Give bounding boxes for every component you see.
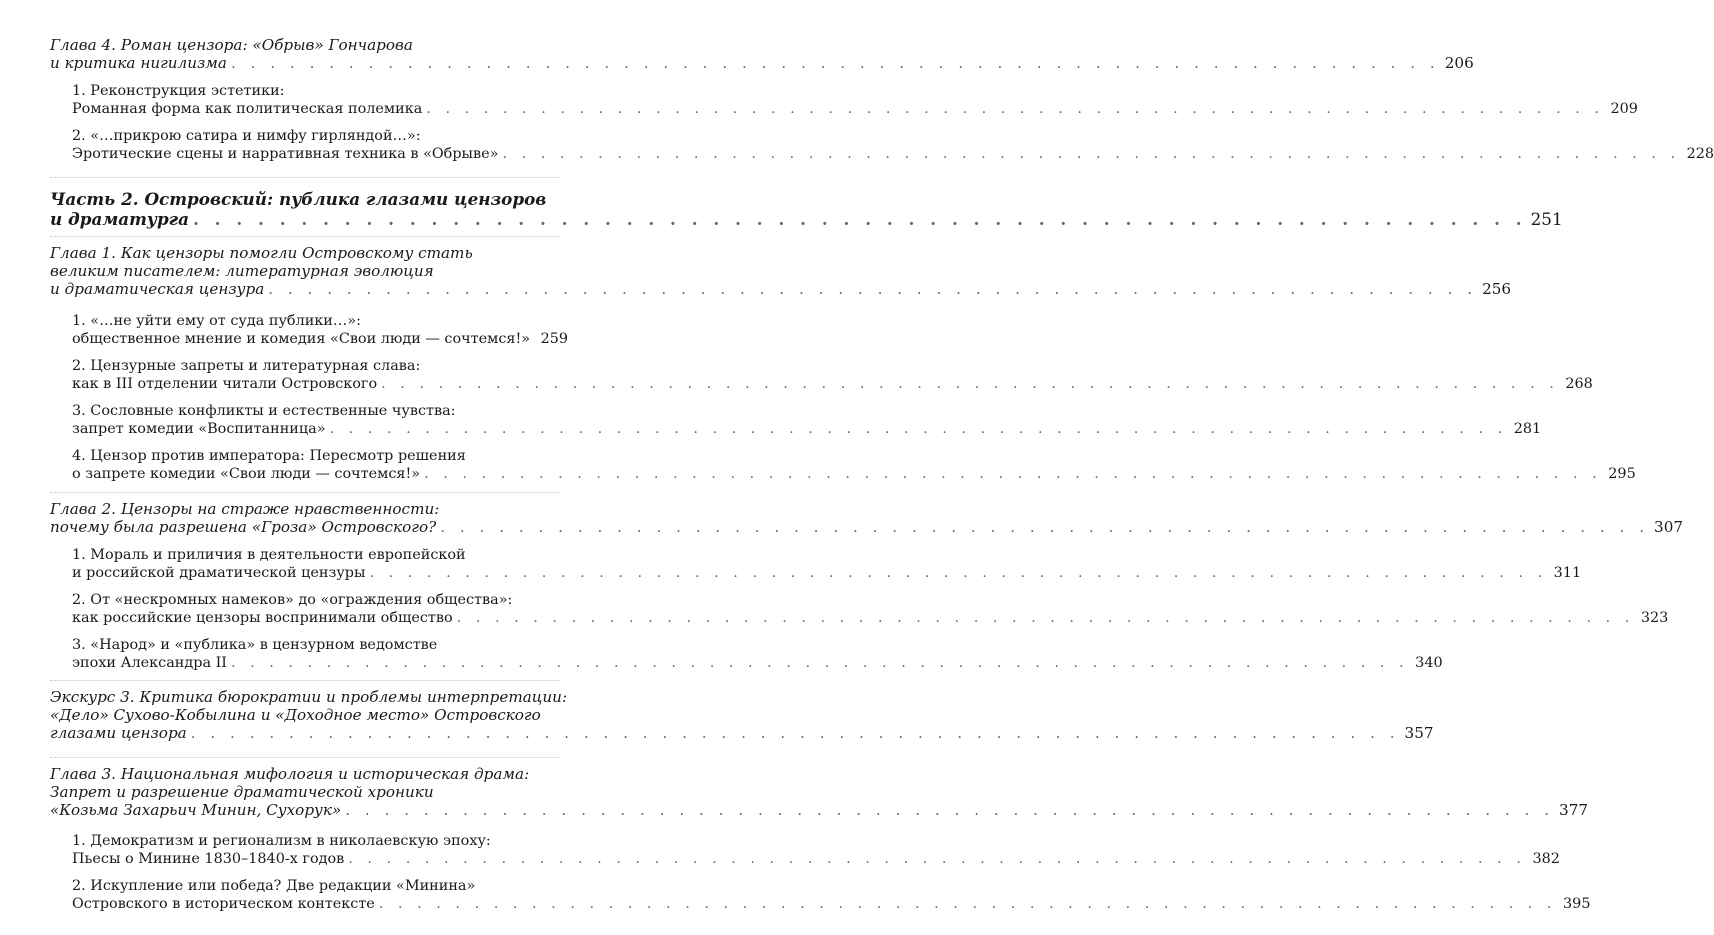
toc-entry-line: Глава 1. Как цензоры помогли Островскому стать	[50, 244, 473, 262]
toc-entry-last-row	[72, 465, 1636, 483]
toc-entry-line: запрет комедии «Воспитанница»	[72, 421, 326, 437]
toc-entry-line: Глава 2. Цензоры на страже нравственности:	[50, 500, 440, 518]
toc-entry-line: 3. Сословные конфликты и естественные чувства:	[72, 403, 456, 419]
toc-entry-line: и критика нигилизма	[50, 54, 227, 72]
dot-leader: . . . . . . . . . . . . . . . . . . . . . . . . . . . . . . . . . . . . . . . . . . . . . . . . . . . . . . . . . . . . . .	[369, 565, 1548, 581]
toc-entry-line: Пьесы о Минине 1830–1840-х годов	[72, 851, 345, 867]
toc-divider	[50, 757, 560, 758]
toc-entry-line: 3. «Народ» и «публика» в цензурном ведомстве	[72, 637, 438, 653]
page-number: 281	[1513, 421, 1542, 437]
toc-entry-line: о запрете комедии «Свои люди — сочтемся!»	[72, 466, 421, 482]
page-number: 259	[540, 331, 569, 347]
page-number: 228	[1686, 146, 1714, 162]
dot-leader: . . . . . . . . . . . . . . . . . . . . . . . . . . . . . . . . . . . . . . . . . . . . . . . . . . . . . . . . . . . . . .	[348, 851, 1526, 867]
toc-section-entry	[72, 832, 1560, 868]
toc-divider	[50, 236, 560, 237]
page-number: 357	[1404, 724, 1434, 742]
page-number: 382	[1532, 851, 1560, 867]
toc-section-entry	[72, 636, 1443, 672]
toc-entry-line: Глава 4. Роман цензора: «Обрыв» Гончарова	[50, 36, 413, 54]
toc-entry-last-row	[50, 280, 1512, 298]
toc-entry-last-row	[50, 724, 1434, 742]
toc-section-entry	[72, 357, 1593, 393]
toc-chapter-entry	[50, 244, 1512, 298]
toc-entry-last-row	[50, 518, 1684, 536]
toc-entry-last-row	[50, 54, 1474, 72]
toc-entry-last-row	[72, 100, 1638, 118]
dot-leader: . . . . . . . . . . . . . . . . . . . . . . . . . . . . . . . . . . . . . . . . . . . . . . . . . . . . . . . . . . . . . .	[378, 896, 1557, 912]
page-number: 206	[1444, 54, 1474, 72]
page-number: 307	[1654, 518, 1684, 536]
toc-entry-last-row	[72, 609, 1669, 627]
toc-entry-line: «Дело» Сухово-Кобылина и «Доходное место» Островского	[50, 706, 541, 724]
toc-divider	[50, 492, 560, 493]
toc-entry-line: общественное мнение и комедия «Свои люди — сочтемся!»	[72, 331, 531, 347]
toc-entry-last-row	[72, 850, 1560, 868]
dot-leader: . . . . . . . . . . . . . . . . . . . . . . . . . . . . . . . . . . . . . . . . . . . . . . . . . . . . . . . . . . . . . .	[329, 421, 1508, 437]
page-number: 268	[1565, 376, 1593, 392]
toc-entry-last-row	[72, 145, 1714, 163]
toc-part-entry	[50, 189, 1563, 229]
toc-entry-last-row	[72, 564, 1582, 582]
toc-entry-last-row	[72, 330, 569, 348]
dot-leader: . . . . . . . . . . . . . . . . . . . . . . . . . . . . . . . . . . . . . . . . . . . . . . . . . . . . . . . . . . . . . .	[190, 724, 1400, 742]
toc-entry-line: Запрет и разрешение драматической хроники	[50, 783, 434, 801]
toc-entry-line: как российские цензоры воспринимали общество	[72, 610, 453, 626]
toc-entry-line: 1. «…не уйти ему от суда публики…»:	[72, 313, 361, 329]
toc-section-entry	[72, 591, 1669, 627]
toc-entry-line: Часть 2. Островский: публика глазами цензоров	[50, 189, 547, 209]
page-number: 311	[1553, 565, 1582, 581]
dot-leader: . . . . . . . . . . . . . . . . . . . . . . . . . . . . . . . . . . . . . . . . . . . . . . . . . . . . . . . . . . . . . .	[345, 801, 1555, 819]
toc-entry-line: Глава 3. Национальная мифология и историческая драма:	[50, 765, 530, 783]
toc-entry-line: Островского в историческом контексте	[72, 896, 375, 912]
toc-entry-line: 2. Цензурные запреты и литературная слава:	[72, 358, 421, 374]
page-number: 377	[1559, 801, 1589, 819]
toc-entry-line: Экскурс 3. Критика бюрократии и проблемы интерпретации:	[50, 688, 568, 706]
toc-entry-line: 2. От «нескромных намеков» до «ограждения общества»:	[72, 592, 513, 608]
toc-entry-line: 1. Мораль и приличия в деятельности европейской	[72, 547, 466, 563]
toc-section-entry	[72, 447, 1636, 483]
dot-leader: . . . . . . . . . . . . . . . . . . . . . . . . . . . . . . . . . . . . . . . . . . . . . . . . . . . . . . . . . . . . . .	[230, 655, 1409, 671]
toc-entry-last-row	[50, 208, 1563, 230]
toc-divider	[50, 680, 560, 681]
toc-entry-line: почему была разрешена «Гроза» Островского?	[50, 518, 437, 536]
dot-leader: . . . . . . . . . . . . . . . . . . . . . . . . . . . . . . . . . . . . . . . . . . . . . . . . . . . . . . . . . . . . . .	[456, 610, 1635, 626]
toc-chapter-entry	[50, 500, 1684, 536]
dot-leader: . . . . . . . . . . . . . . . . . . . . . . . . . . . . . . . . . . . . . . . . . . . . . . . . . . . . . . . . . . . . . .	[268, 280, 1478, 298]
page-number: 251	[1530, 208, 1563, 229]
toc-section-entry	[72, 877, 1591, 913]
dot-leader: . . . . . . . . . . . . . . . . . . . . . . . . . . . . . . . . . . . . . . . . . . . . . . . . . . . . . . . . . . . . . .	[426, 101, 1604, 117]
toc-entry-line: эпохи Александра II	[72, 655, 227, 671]
toc-entry-line: «Козьма Захарьич Минин, Сухорук»	[50, 801, 342, 819]
toc-entry-line: 1. Демократизм и регионализм в николаевскую эпоху:	[72, 833, 491, 849]
toc-entry-last-row	[72, 420, 1542, 438]
toc-entry-last-row	[72, 895, 1591, 913]
toc-section-entry	[72, 402, 1542, 438]
toc-chapter-entry	[50, 36, 1474, 72]
page-number: 323	[1640, 610, 1669, 626]
toc-entry-line: великим писателем: литературная эволюция	[50, 262, 434, 280]
page-number: 395	[1563, 896, 1591, 912]
toc-entry-line: как в III отделении читали Островского	[72, 376, 378, 392]
dot-leader: . . . . . . . . . . . . . . . . . . . . . . . . . . . . . . . . . . . . . . . . . . . . . . . . . . . . . . . . . . . . . .	[502, 146, 1681, 162]
page-number: 209	[1610, 101, 1638, 117]
dot-leader: . . . . . . . . . . . . . . . . . . . . . . . . . . . . . . . . . . . . . . . . . . . . . . . . . . . . . . . . . . . . . .	[381, 376, 1559, 392]
toc-section-entry	[72, 127, 1714, 163]
toc-section-entry	[72, 82, 1638, 118]
toc-entry-line: и драматическая цензура	[50, 280, 265, 298]
toc-section-entry	[72, 546, 1582, 582]
toc-section-entry	[72, 312, 569, 348]
page-number: 295	[1608, 466, 1636, 482]
toc-entry-last-row	[72, 375, 1593, 393]
toc-entry-line: 4. Цензор против императора: Пересмотр решения	[72, 448, 466, 464]
toc-chapter-entry	[50, 688, 1434, 742]
toc-entry-line: 1. Реконструкция эстетики:	[72, 83, 285, 99]
page-number: 256	[1482, 280, 1512, 298]
toc-chapter-entry	[50, 765, 1589, 819]
dot-leader: . . . . . . . . . . . . . . . . . . . . . . . . . . . . . . . . . . . . . . . . . . . . . . . . . . . . . . . . . . . . . .	[230, 54, 1440, 72]
toc-entry-last-row	[50, 801, 1589, 819]
dot-leader: . . . . . . . . . . . . . . . . . . . . . . . . . . . . . . . . . . . . . . . . . . . . . . . . . . . . . . . . . . . . . .	[440, 518, 1650, 536]
toc-entry-line: 2. Искупление или победа? Две редакции «Минина»	[72, 878, 476, 894]
toc-entry-line: Эротические сцены и нарративная техника в «Обрыве»	[72, 146, 499, 162]
toc-entry-line: глазами цензора	[50, 724, 187, 742]
toc-entry-line: 2. «…прикрою сатира и нимфу гирляндой…»:	[72, 128, 421, 144]
toc-divider	[50, 177, 560, 178]
dot-leader: . . . . . . . . . . . . . . . . . . . . . . . . . . . . . . . . . . . . . . . . . . . . . . . . . . . . . . . . . . . . . .	[193, 208, 1527, 229]
dot-leader: . . . . . . . . . . . . . . . . . . . . . . . . . . . . . . . . . . . . . . . . . . . . . . . . . . . . . . . . . . . . . .	[424, 466, 1602, 482]
page-number: 340	[1415, 655, 1443, 671]
toc-entry-line: Романная форма как политическая полемика	[72, 101, 423, 117]
toc-entry-last-row	[72, 654, 1443, 672]
toc-entry-line: и российской драматической цензуры	[72, 565, 366, 581]
toc-entry-line: и драматурга	[50, 208, 189, 229]
